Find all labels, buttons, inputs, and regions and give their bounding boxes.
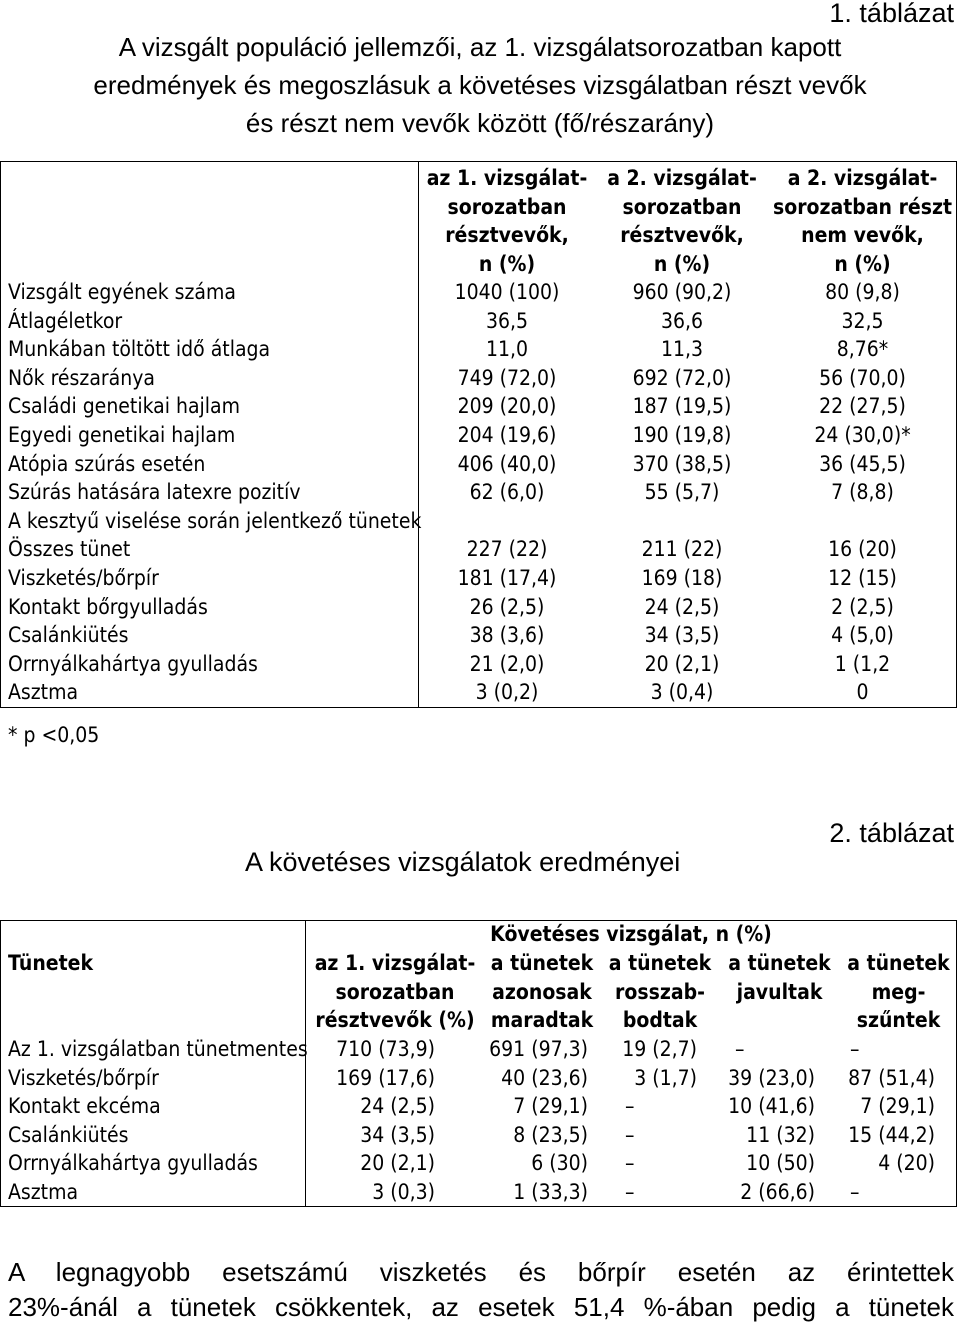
row-label: Szúrás hatására latexre pozitív (8, 480, 301, 505)
cell-value: 11,0 (485, 337, 529, 362)
cell-value: 32,5 (841, 308, 884, 333)
cell-value: 8,76* (836, 337, 889, 362)
row-label: Asztma (8, 680, 79, 705)
cell-value: 3 (1,7) (634, 1065, 697, 1090)
table-row (0, 307, 957, 336)
cell-value: 21 (2,0) (469, 651, 545, 676)
cell-value: 4 (20) (878, 1151, 935, 1176)
table-2-header-col2 (478, 949, 606, 1035)
cell-value: 227 (22) (466, 537, 548, 562)
row-label: Nők részaránya (8, 365, 155, 390)
cell-value: 11 (32) (746, 1122, 815, 1147)
row-label: Munkában töltött idő átlaga (8, 337, 271, 362)
cell-value: 40 (23,6) (501, 1065, 588, 1090)
row-label: Atópia szúrás esetén (8, 451, 206, 476)
body-paragraph (8, 1255, 954, 1325)
header-line: rosszab- (615, 979, 705, 1004)
header-line: az 1. vizsgálat- (314, 951, 476, 975)
row-label: Csalánkiütés (8, 1122, 129, 1147)
cell-value: – (625, 1122, 635, 1147)
header-line: sorozatban (622, 194, 742, 219)
cell-value: 209 (20,0) (457, 394, 557, 419)
cell-value: 56 (70,0) (819, 365, 906, 390)
table-1-label: 1. táblázat (829, 0, 954, 28)
cell-value: 7 (29,1) (513, 1094, 588, 1119)
cell-value: 87 (51,4) (848, 1065, 935, 1090)
table-row (0, 1035, 957, 1064)
header-line: bodtak (622, 1008, 698, 1032)
cell-value: 2 (66,6) (740, 1179, 815, 1204)
cell-value: 19 (2,7) (622, 1037, 697, 1061)
table-row (0, 478, 957, 507)
table-1-header-col1 (418, 164, 596, 278)
cell-value: 169 (17,6) (336, 1065, 435, 1090)
header-line: a tünetek (608, 951, 712, 975)
table-row (0, 421, 957, 450)
cell-value: 2 (2,5) (831, 594, 894, 619)
table-row (0, 364, 957, 393)
cell-value: 15 (44,2) (848, 1122, 935, 1147)
header-line: résztvevők, (620, 223, 744, 247)
cell-value: 10 (41,6) (728, 1094, 815, 1119)
header-line: n (%) (478, 251, 536, 276)
cell-value: 20 (2,1) (360, 1151, 435, 1176)
cell-value: 3 (0,2) (475, 680, 539, 705)
row-label: Asztma (8, 1179, 79, 1204)
header-line: sorozatban (447, 194, 567, 219)
table-row (0, 593, 957, 622)
table-1-header-col3 (768, 164, 957, 278)
table-2-body (0, 1035, 957, 1207)
header-line: résztvevők (%) (315, 1008, 475, 1032)
table-1-title-line: és részt nem vevők között (fő/részarány) (245, 108, 715, 138)
table-2-header-col1 (305, 949, 485, 1035)
cell-value: 749 (72,0) (457, 365, 557, 390)
cell-value: 55 (5,7) (644, 480, 720, 505)
cell-value: 0 (856, 680, 869, 705)
cell-value: 20 (2,1) (644, 651, 720, 676)
cell-value: 211 (22) (641, 537, 723, 562)
table-row (0, 1121, 957, 1150)
cell-value: 1 (1,2 (834, 651, 891, 676)
cell-value: 12 (15) (828, 565, 897, 590)
table-1-title-line: eredmények és megoszlásuk a követéses vizsgálatban részt vevők (93, 70, 867, 100)
cell-value: 36,6 (660, 308, 704, 333)
row-label: Viszketés/bőrpír (8, 1065, 159, 1090)
cell-value: 710 (73,9) (336, 1037, 435, 1061)
cell-value: 34 (3,5) (360, 1122, 435, 1147)
cell-value: – (850, 1179, 860, 1204)
cell-value: 691 (97,3) (489, 1037, 588, 1061)
table-row (0, 535, 957, 564)
table-row (0, 392, 957, 421)
cell-value: 187 (19,5) (632, 394, 732, 419)
row-label: Egyedi genetikai hajlam (8, 422, 236, 447)
header-line: n (%) (653, 251, 711, 276)
table-1-header-col2 (596, 164, 768, 278)
table-row (0, 678, 957, 707)
table-row (0, 507, 957, 536)
table-2-header-col4 (722, 949, 837, 1006)
header-line: a 2. vizsgálat- (787, 166, 938, 190)
table-1-body (0, 278, 957, 707)
row-label: Orrnyálkahártya gyulladás (8, 1151, 258, 1176)
header-line: meg- (871, 979, 926, 1004)
cell-value: 190 (19,8) (632, 422, 732, 447)
cell-value: 1040 (100) (454, 280, 560, 304)
row-label: Átlagéletkor (8, 308, 123, 333)
table-2-header-col0: Tünetek (8, 951, 94, 975)
cell-value: – (625, 1094, 635, 1119)
header-line: az 1. vizsgálat- (426, 166, 588, 190)
cell-value: 24 (2,5) (360, 1094, 435, 1119)
header-line: a tünetek (728, 951, 831, 975)
row-label: Kontakt ekcéma (8, 1094, 161, 1119)
cell-value: 8 (23,5) (513, 1122, 588, 1147)
cell-value: 39 (23,0) (728, 1065, 815, 1090)
table-2-title: A követéses vizsgálatok eredményei (245, 847, 681, 877)
row-label: Csalánkiütés (8, 623, 129, 648)
header-line: résztvevők, (445, 223, 569, 247)
table-2-label: 2. táblázat (829, 818, 954, 848)
header-line: sorozatban (335, 979, 455, 1004)
cell-value: 960 (90,2) (632, 280, 732, 304)
header-line: a 2. vizsgálat- (607, 166, 757, 190)
cell-value: 24 (30,0)* (814, 422, 911, 447)
table-row (0, 1092, 957, 1121)
cell-value: 169 (18) (641, 565, 723, 590)
row-label: Az 1. vizsgálatban tünetmentes (8, 1037, 308, 1061)
cell-value: – (735, 1037, 745, 1061)
row-label: Kontakt bőrgyulladás (8, 594, 208, 619)
table-row (0, 564, 957, 593)
table-1-title-line: A vizsgált populáció jellemzői, az 1. vizsgálatsorozatban kapott (118, 32, 842, 62)
cell-value: 181 (17,4) (457, 565, 557, 590)
row-label: Családi genetikai hajlam (8, 394, 241, 419)
row-label: Orrnyálkahártya gyulladás (8, 651, 258, 676)
cell-value: – (625, 1179, 635, 1204)
body-line: 23%-ánál a tünetek csökkentek, az esetek 51,4 %-ában pedig a tünetek (8, 1292, 954, 1322)
table-row (0, 1064, 957, 1093)
cell-value: 370 (38,5) (632, 451, 732, 476)
cell-value: 80 (9,8) (825, 280, 900, 304)
header-line: maradtak (490, 1008, 594, 1032)
table-1-footnote: * p <0,05 (8, 723, 100, 747)
cell-value: 62 (6,0) (469, 480, 545, 505)
cell-value: 36,5 (485, 308, 529, 333)
cell-value: 692 (72,0) (632, 365, 732, 390)
table-row (0, 450, 957, 479)
table-row (0, 278, 957, 307)
cell-value: 34 (3,5) (644, 623, 720, 648)
table-2-header-col5 (840, 949, 957, 1035)
header-line: a tünetek (490, 951, 594, 975)
cell-value: 406 (40,0) (457, 451, 557, 476)
header-line: nem vevők, (801, 223, 924, 247)
cell-value: 24 (2,5) (644, 594, 720, 619)
cell-value: 1 (33,3) (513, 1179, 588, 1204)
cell-value: 4 (5,0) (831, 623, 894, 648)
header-line: sorozatban részt (772, 194, 952, 219)
cell-value: 11,3 (660, 337, 704, 362)
table-row (0, 1178, 957, 1207)
table-1-title (0, 28, 960, 142)
header-line: javultak (736, 979, 823, 1004)
cell-value: 3 (0,4) (650, 680, 714, 705)
table-row (0, 335, 957, 364)
cell-value: 38 (3,6) (469, 623, 545, 648)
cell-value: 36 (45,5) (819, 451, 906, 476)
cell-value: 26 (2,5) (469, 594, 545, 619)
row-label: Összes tünet (8, 537, 131, 562)
table-2-header-col3 (600, 949, 720, 1035)
cell-value: 3 (0,3) (372, 1179, 435, 1204)
cell-value: – (850, 1037, 860, 1061)
cell-value: 7 (8,8) (831, 480, 894, 505)
cell-value: 10 (50) (746, 1151, 815, 1176)
cell-value: 6 (30) (531, 1151, 588, 1176)
header-line: azonosak (492, 979, 592, 1004)
row-label: Vizsgált egyének száma (8, 280, 236, 304)
body-line: A legnagyobb esetszámú viszketés és bőrpír esetén az érintettek (8, 1257, 954, 1287)
header-line: a tünetek (847, 951, 950, 975)
table-row (0, 650, 957, 679)
row-label: Viszketés/bőrpír (8, 565, 159, 590)
table-row (0, 621, 957, 650)
cell-value: 7 (29,1) (860, 1094, 935, 1119)
cell-value: 204 (19,6) (457, 422, 557, 447)
table-row (0, 1149, 957, 1178)
cell-value: – (625, 1151, 635, 1176)
cell-value: 22 (27,5) (819, 394, 906, 419)
row-label: A kesztyű viselése során jelentkező tünetek (8, 508, 422, 533)
header-line: n (%) (834, 251, 891, 276)
header-line: szűntek (856, 1008, 941, 1032)
table-2-group-header: Követéses vizsgálat, n (%) (490, 922, 772, 946)
cell-value: 16 (20) (828, 537, 897, 562)
